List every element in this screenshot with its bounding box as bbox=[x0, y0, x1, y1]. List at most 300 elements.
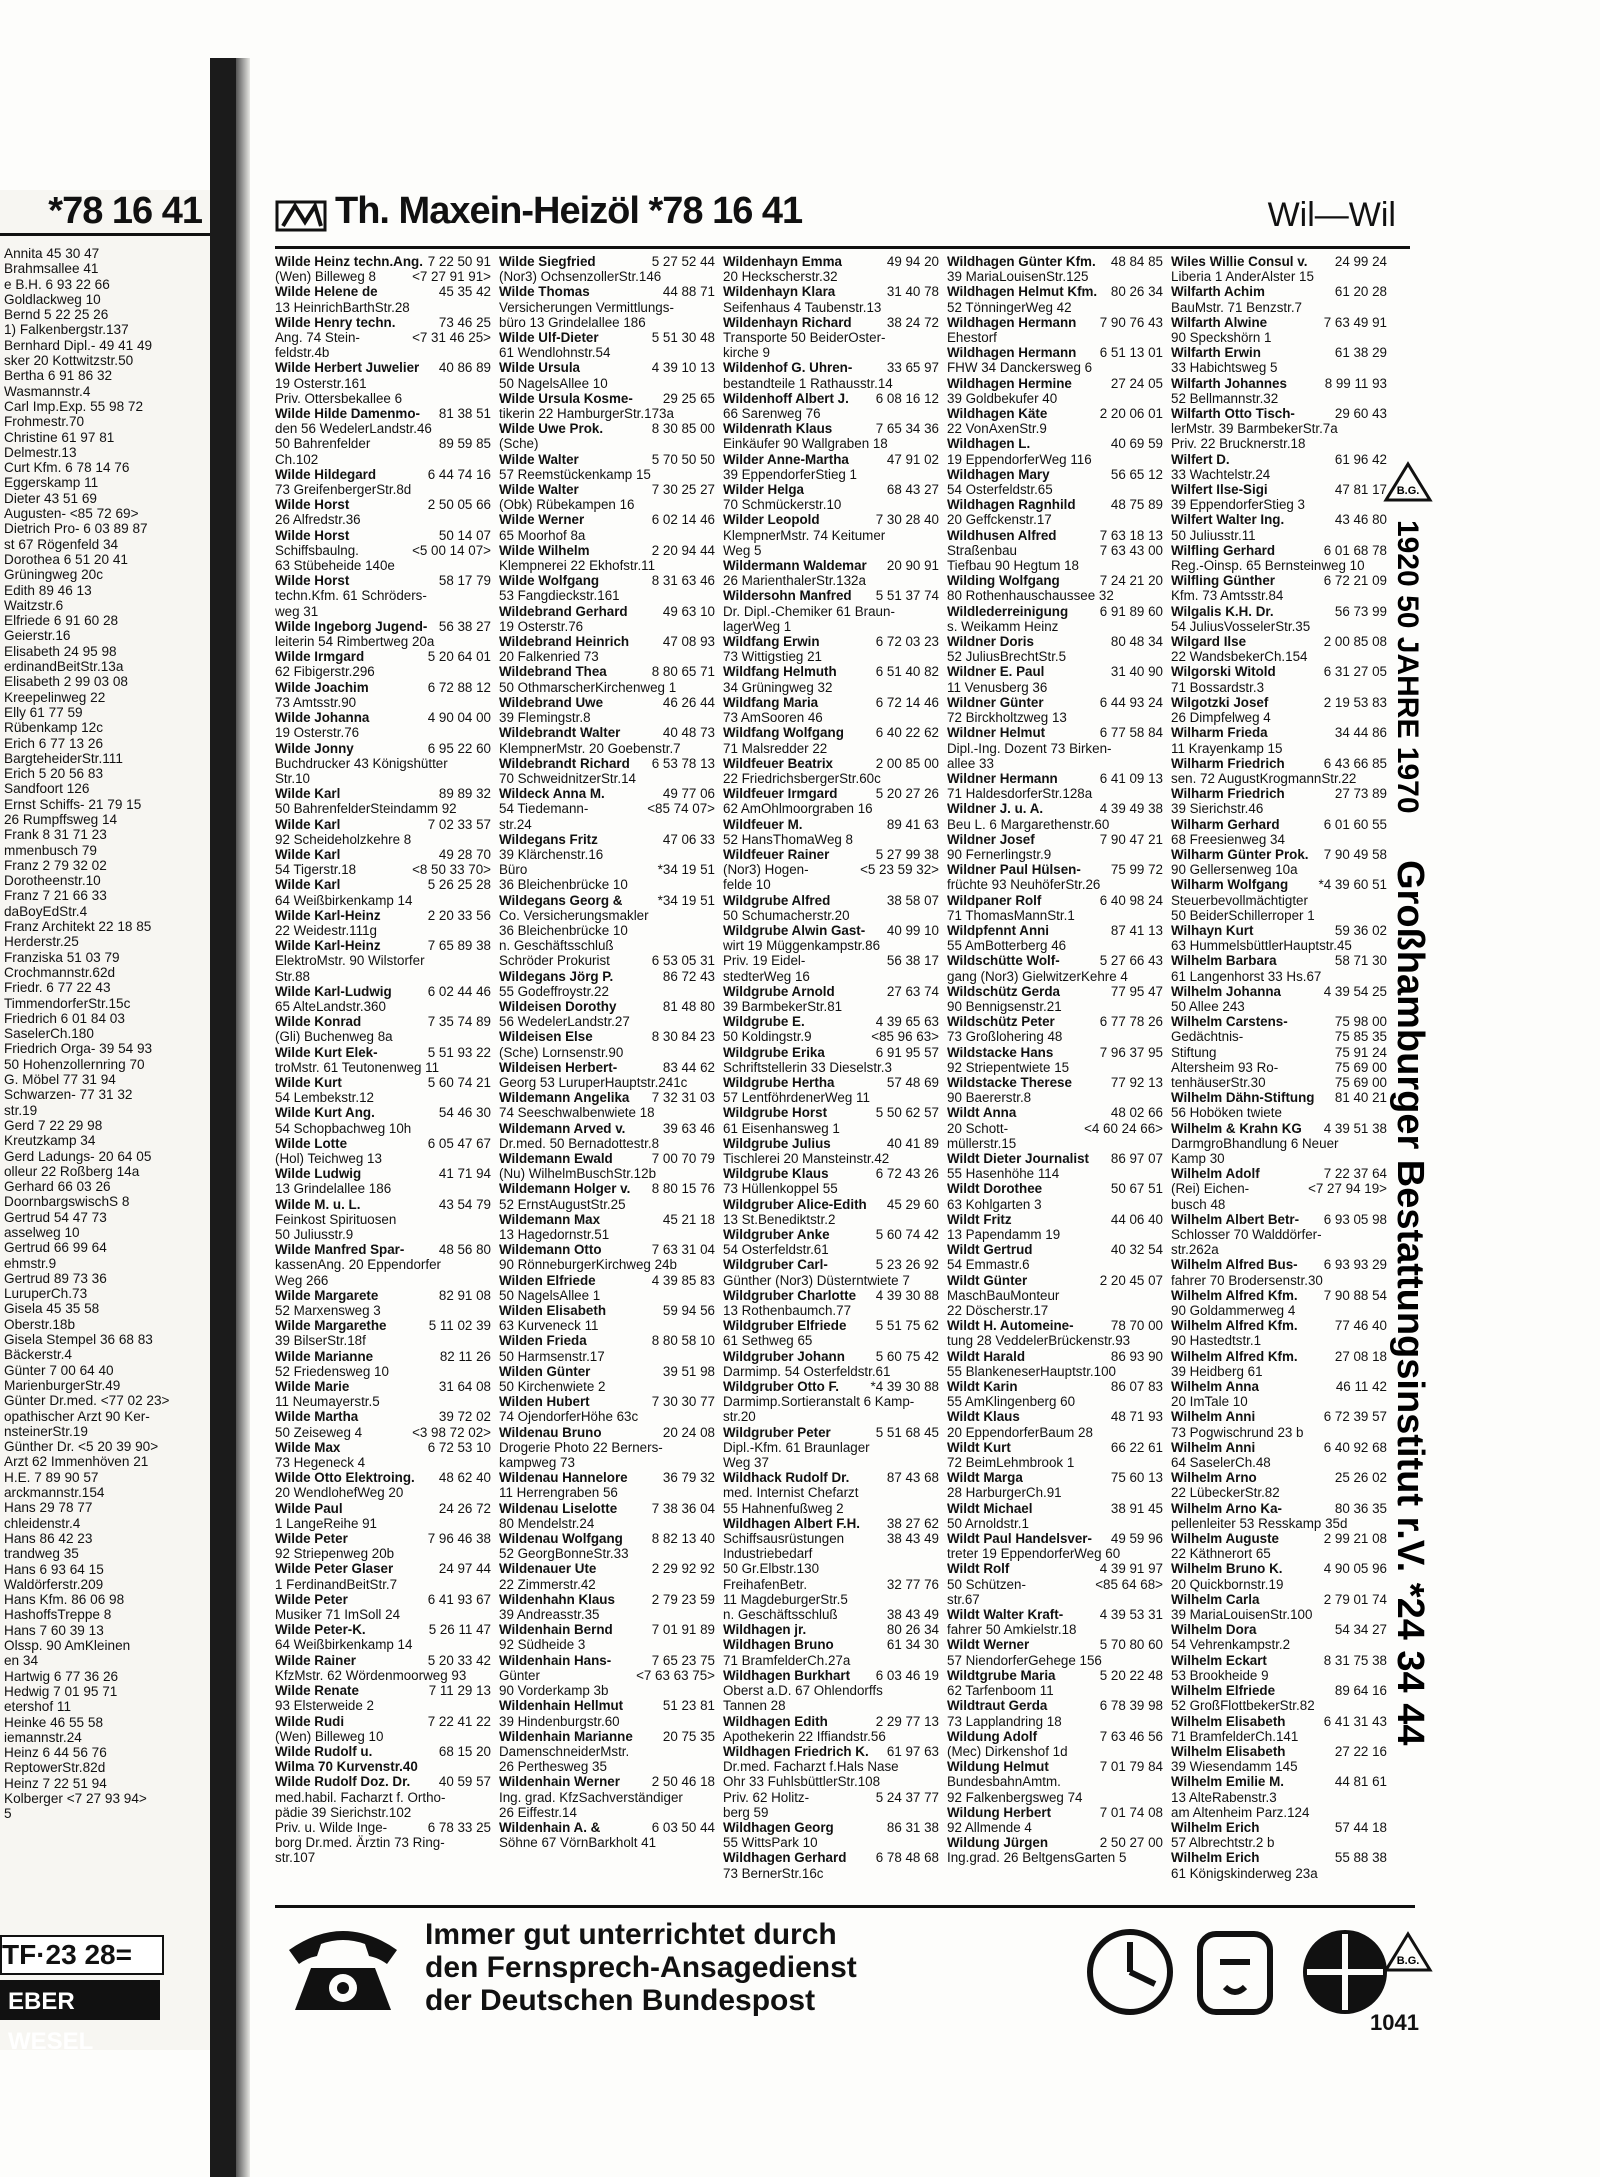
directory-entry bbox=[1171, 1212, 1387, 1227]
entry-text: Wildt Gertrud bbox=[947, 1242, 1033, 1258]
entry-text: 20 ImTale 10 bbox=[1171, 1394, 1248, 1410]
directory-entry bbox=[275, 725, 491, 740]
directory-entry bbox=[499, 512, 715, 527]
entry-phone: 49 59 96 bbox=[1108, 1531, 1163, 1546]
entry-text: Söhne 67 VörnBarkholt 41 bbox=[499, 1835, 657, 1851]
directory-entry bbox=[275, 1151, 491, 1166]
entry-phone: 7 01 91 89 bbox=[649, 1622, 715, 1637]
directory-entry bbox=[947, 1364, 1163, 1379]
directory-entry bbox=[947, 1029, 1163, 1044]
directory-entry bbox=[1171, 1561, 1387, 1576]
entry-phone: 6 08 16 12 bbox=[873, 391, 939, 406]
directory-entry bbox=[947, 1090, 1163, 1105]
directory-entry bbox=[947, 1820, 1163, 1835]
left-listing-line: HashoffsTreppe 8 bbox=[4, 1607, 112, 1623]
directory-entry bbox=[947, 452, 1163, 467]
left-listing-line: Elisabeth 2 99 03 08 bbox=[4, 674, 128, 690]
left-listing-line: Günter Dr.med. <77 02 23> bbox=[4, 1393, 170, 1409]
left-listing-line: Franz 7 21 66 33 bbox=[4, 888, 107, 904]
directory-entry bbox=[1171, 1714, 1387, 1729]
entry-text: büro 13 Grindelallee 186 bbox=[499, 314, 646, 330]
directory-entry bbox=[1171, 908, 1387, 923]
entry-text: 26 Dimpfelweg 4 bbox=[1171, 710, 1271, 726]
directory-entry bbox=[499, 1805, 715, 1820]
directory-entry bbox=[499, 1257, 715, 1272]
left-listing-line: Gerhard 66 03 26 bbox=[4, 1179, 111, 1195]
directory-entry bbox=[275, 1683, 491, 1698]
entry-text: Wildenhain Hans- bbox=[499, 1652, 612, 1668]
directory-entry bbox=[275, 345, 491, 360]
directory-entry bbox=[723, 664, 939, 679]
directory-entry bbox=[947, 664, 1163, 679]
entry-text: felde 10 bbox=[723, 877, 771, 893]
entry-phone: 7 96 46 38 bbox=[425, 1531, 491, 1546]
entry-phone: 6 72 03 23 bbox=[873, 634, 939, 649]
entry-text: 90 Baererstr.8 bbox=[947, 1090, 1032, 1106]
entry-phone: 40 86 89 bbox=[436, 360, 491, 375]
entry-phone: 6 77 58 84 bbox=[1097, 725, 1163, 740]
left-listing-line: Waldörferstr.209 bbox=[4, 1576, 104, 1592]
entry-text: 68 Freesienweg 34 bbox=[1171, 831, 1285, 847]
directory-entry bbox=[723, 1303, 939, 1318]
directory-entry bbox=[723, 1014, 939, 1029]
entry-text: Wilde Helene de bbox=[275, 284, 378, 300]
entry-phone: 4 39 30 88 bbox=[873, 1288, 939, 1303]
left-listing-line: Kreepelinweg 22 bbox=[4, 689, 106, 705]
entry-phone: 27 08 18 bbox=[1332, 1349, 1387, 1364]
entry-text: Klempnerei 22 Ekhofstr.11 bbox=[499, 558, 656, 574]
left-listing-line: Gertrud 54 47 73 bbox=[4, 1209, 107, 1225]
entry-phone: 7 63 43 00 bbox=[1097, 543, 1163, 558]
entry-text: 39 Goldbekufer 40 bbox=[947, 390, 1058, 406]
directory-entry bbox=[275, 999, 491, 1014]
left-listing-line: Hartwig 6 77 36 26 bbox=[4, 1668, 119, 1684]
entry-phone: *34 19 51 bbox=[655, 862, 715, 877]
entry-text: 73 Hüllenkoppel 55 bbox=[723, 1181, 838, 1197]
directory-entry bbox=[723, 1212, 939, 1227]
entry-text: 39 Wiesendamm 145 bbox=[1171, 1759, 1298, 1775]
entry-text: Wilma 70 Kurvenstr.40 bbox=[275, 1759, 418, 1775]
entry-text: 66 Sarenweg 76 bbox=[723, 406, 821, 422]
entry-text: 54 Osterfeldstr.61 bbox=[723, 1242, 829, 1258]
entry-text: Wildgruber Elfriede bbox=[723, 1318, 847, 1334]
entry-phone: 40 59 57 bbox=[436, 1774, 491, 1789]
directory-entry bbox=[275, 543, 491, 558]
entry-phone: 50 14 07 bbox=[436, 528, 491, 543]
entry-text: Wilfarth Erwin bbox=[1171, 345, 1261, 361]
entry-text: 55 AmBotterberg 46 bbox=[947, 938, 1067, 954]
entry-text: Wildner E. Paul bbox=[947, 664, 1045, 680]
left-listing-line: Annita 45 30 47 bbox=[4, 246, 100, 261]
directory-entry bbox=[723, 741, 939, 756]
directory-entry bbox=[499, 847, 715, 862]
spine-shadow bbox=[236, 58, 250, 2177]
directory-entry bbox=[723, 1349, 939, 1364]
directory-entry bbox=[499, 360, 715, 375]
left-page bbox=[0, 190, 212, 2055]
entry-text: 39 Sierichstr.46 bbox=[1171, 801, 1264, 817]
entry-text: Wildstacke Hans bbox=[947, 1044, 1054, 1060]
directory-entry bbox=[947, 1273, 1163, 1288]
directory-entry bbox=[1171, 1014, 1387, 1029]
directory-entry bbox=[275, 786, 491, 801]
left-listing-line: Edith 89 46 13 bbox=[4, 582, 92, 598]
directory-entry bbox=[275, 984, 491, 999]
directory-entry bbox=[275, 1622, 491, 1637]
entry-text: (Sche) Lornsenstr.90 bbox=[499, 1044, 624, 1060]
directory-entry bbox=[499, 1729, 715, 1744]
entry-phone: <7 27 91 91> bbox=[409, 269, 491, 284]
entry-text: 57 NiendorferGehege 156 bbox=[947, 1652, 1102, 1668]
directory-entry bbox=[1171, 1029, 1387, 1044]
directory-entry bbox=[947, 1485, 1163, 1500]
directory-entry bbox=[947, 573, 1163, 588]
entry-text: Wilde Karl-Heinz bbox=[275, 907, 381, 923]
directory-entry bbox=[1171, 817, 1387, 832]
entry-text: 56 WedelerLandstr.27 bbox=[499, 1014, 630, 1030]
entry-phone: 39 51 98 bbox=[660, 1364, 715, 1379]
entry-phone: 41 71 94 bbox=[436, 1166, 491, 1181]
directory-entry bbox=[723, 1288, 939, 1303]
directory-entry bbox=[723, 1227, 939, 1242]
directory-entry bbox=[947, 360, 1163, 375]
entry-text: Wilhelm Alfred Kfm. bbox=[1171, 1318, 1298, 1334]
directory-entry bbox=[1171, 664, 1387, 679]
entry-phone: 4 39 53 31 bbox=[1097, 1607, 1163, 1622]
entry-phone: 5 26 11 47 bbox=[426, 1622, 491, 1637]
left-listing-line: Hans 86 42 23 bbox=[4, 1530, 93, 1546]
entry-phone: 80 48 34 bbox=[1108, 634, 1163, 649]
entry-text: busch 48 bbox=[1171, 1196, 1226, 1212]
left-listing-line: Hans 7 60 39 13 bbox=[4, 1622, 104, 1638]
directory-entry bbox=[947, 1668, 1163, 1683]
directory-entry bbox=[275, 497, 491, 512]
directory-entry bbox=[275, 969, 491, 984]
entry-text: 39 MariaLouisenStr.100 bbox=[1171, 1607, 1313, 1623]
entry-text: Wildenau Hannelore bbox=[499, 1470, 628, 1486]
directory-entry bbox=[1171, 284, 1387, 299]
directory-entry bbox=[723, 1060, 939, 1075]
entry-text: 33 Habichtsweg 5 bbox=[1171, 360, 1278, 376]
directory-entry bbox=[499, 786, 715, 801]
entry-text: DamenschneiderMstr. bbox=[499, 1743, 630, 1759]
entry-text: 13 Grindelallee 186 bbox=[275, 1181, 392, 1197]
entry-text: (Nor3) OchsenzollerStr.146 bbox=[499, 269, 662, 285]
entry-phone: 68 15 20 bbox=[436, 1744, 491, 1759]
directory-entry bbox=[947, 604, 1163, 619]
directory-entry bbox=[723, 1029, 939, 1044]
entry-text: Wilhelm Anni bbox=[1171, 1439, 1256, 1455]
page-number: 1041 bbox=[1370, 2010, 1419, 2035]
directory-entry bbox=[275, 1805, 491, 1820]
entry-phone: <8 50 33 70> bbox=[409, 862, 491, 877]
entry-text: 39 EppendorferStieg 3 bbox=[1171, 497, 1306, 513]
entry-phone: 6 93 93 29 bbox=[1321, 1257, 1387, 1272]
entry-text: Wildgrube Hertha bbox=[723, 1074, 835, 1090]
directory-entry bbox=[499, 573, 715, 588]
directory-entry bbox=[499, 1075, 715, 1090]
directory-entry bbox=[947, 588, 1163, 603]
directory-entry bbox=[947, 1850, 1163, 1865]
entry-text: Wilde Walter bbox=[499, 451, 579, 467]
directory-entry bbox=[275, 953, 491, 968]
directory-entry bbox=[1171, 1364, 1387, 1379]
directory-entry bbox=[275, 391, 491, 406]
entry-phone: 7 22 50 91 bbox=[425, 254, 491, 269]
directory-entry bbox=[723, 1729, 939, 1744]
entry-phone: 6 51 40 82 bbox=[873, 664, 939, 679]
entry-text: Wildt H. Automeine- bbox=[947, 1318, 1074, 1334]
entry-text: 90 Speckshörn 1 bbox=[1171, 330, 1272, 346]
entry-text: Wildgrube Julius bbox=[723, 1135, 831, 1151]
entry-phone: 47 08 93 bbox=[660, 634, 715, 649]
directory-entry bbox=[275, 1303, 491, 1318]
directory-entry bbox=[723, 482, 939, 497]
directory-entry bbox=[499, 832, 715, 847]
directory-entry bbox=[723, 695, 939, 710]
entry-text: s. Weikamm Heinz bbox=[947, 618, 1059, 634]
directory-entry bbox=[275, 300, 491, 315]
left-listing-line: asselweg 10 bbox=[4, 1225, 80, 1240]
directory-entry bbox=[1171, 1166, 1387, 1181]
entry-text: n. Geschäftsschluß bbox=[723, 1607, 838, 1623]
entry-phone: 6 78 33 25 bbox=[425, 1820, 491, 1835]
ad-line-1: Immer gut unterrichtet durch bbox=[425, 1918, 837, 1951]
entry-phone: 2 20 94 44 bbox=[649, 543, 715, 558]
directory-entry bbox=[499, 1136, 715, 1151]
entry-text: 57 Albrechtstr.2 b bbox=[1171, 1835, 1275, 1851]
entry-text: Wilde Karl bbox=[275, 877, 341, 893]
entry-phone: 6 91 95 57 bbox=[873, 1045, 939, 1060]
entry-phone: 61 96 42 bbox=[1332, 452, 1387, 467]
entry-text: 63 Kurveneck 11 bbox=[499, 1318, 599, 1334]
entry-phone: <85 64 68> bbox=[1092, 1577, 1163, 1592]
entry-text: Wildgruber Carl- bbox=[723, 1257, 828, 1273]
directory-entry bbox=[947, 300, 1163, 315]
directory-entry bbox=[499, 269, 715, 284]
directory-entry bbox=[1171, 1592, 1387, 1607]
entry-phone: *4 39 60 51 bbox=[1315, 877, 1387, 892]
directory-entry bbox=[499, 710, 715, 725]
directory-entry bbox=[1171, 1835, 1387, 1850]
directory-entry bbox=[947, 1637, 1163, 1652]
directory-entry bbox=[499, 801, 715, 816]
directory-entry bbox=[723, 786, 939, 801]
directory-entry bbox=[947, 1060, 1163, 1075]
entry-text: Wildung Jürgen bbox=[947, 1835, 1049, 1851]
entry-text: 64 SaselerCh.48 bbox=[1171, 1455, 1271, 1471]
entry-text: Wildhagen L. bbox=[947, 436, 1031, 452]
directory-entry bbox=[723, 391, 939, 406]
directory-entry bbox=[275, 528, 491, 543]
entry-phone: 25 26 02 bbox=[1332, 1470, 1387, 1485]
directory-entry bbox=[499, 1744, 715, 1759]
entry-phone: 31 40 90 bbox=[1108, 664, 1163, 679]
directory-entry bbox=[499, 1318, 715, 1333]
entry-text: Wilde Kurt bbox=[275, 1074, 342, 1090]
directory-entry bbox=[723, 1318, 939, 1333]
entry-text: Wilde Horst bbox=[275, 527, 350, 543]
left-listing-line: Kolberger <7 27 93 94> bbox=[4, 1790, 147, 1806]
entry-text: Wilfert Walter Ing. bbox=[1171, 512, 1285, 528]
entry-phone: 2 20 33 56 bbox=[425, 908, 491, 923]
left-listing-line: Hedwig 7 01 95 71 bbox=[4, 1683, 118, 1699]
entry-phone: 40 69 59 bbox=[1108, 436, 1163, 451]
directory-entry bbox=[275, 1409, 491, 1424]
entry-text: Wildegans Fritz bbox=[499, 831, 598, 847]
directory-entry bbox=[723, 558, 939, 573]
entry-phone: 73 46 25 bbox=[436, 315, 491, 330]
directory-entry bbox=[499, 330, 715, 345]
left-listing-line: Elisabeth 24 95 98 bbox=[4, 643, 117, 659]
entry-text: Wildgrube Arnold bbox=[723, 983, 835, 999]
directory-entry bbox=[947, 984, 1163, 999]
left-listing-line: Elfriede 6 91 60 28 bbox=[4, 613, 119, 629]
directory-entry bbox=[1171, 1637, 1387, 1652]
entry-phone: 57 44 18 bbox=[1332, 1820, 1387, 1835]
directory-entry bbox=[499, 421, 715, 436]
entry-text: Wilhelm Eckart bbox=[1171, 1652, 1267, 1668]
directory-entry bbox=[499, 1790, 715, 1805]
directory-entry bbox=[947, 1744, 1163, 1759]
entry-text: Wildenhahn Klaus bbox=[499, 1591, 615, 1607]
directory-entry bbox=[499, 1470, 715, 1485]
directory-entry bbox=[275, 1394, 491, 1409]
entry-text: Wildner Helmut bbox=[947, 725, 1046, 741]
directory-entry bbox=[499, 969, 715, 984]
entry-text: Wildemann Otto bbox=[499, 1242, 602, 1258]
directory-entry bbox=[947, 1075, 1163, 1090]
entry-phone: 75 69 00 bbox=[1332, 1075, 1387, 1090]
entry-text: 52 HansThomaWeg 8 bbox=[723, 831, 854, 847]
entry-phone: 2 79 23 59 bbox=[649, 1592, 715, 1607]
directory-entry bbox=[499, 938, 715, 953]
entry-text: Musiker 71 ImSoll 24 bbox=[275, 1607, 401, 1623]
entry-text: 90 Hastedtstr.1 bbox=[1171, 1333, 1262, 1349]
entry-text: Versicherungen Vermittlungs- bbox=[499, 299, 674, 315]
entry-text: Wildner Doris bbox=[947, 634, 1034, 650]
left-listing-line: Sandfoort 126 bbox=[4, 781, 90, 797]
entry-text: 22 VonAxenStr.9 bbox=[947, 421, 1047, 437]
entry-phone: 48 62 40 bbox=[436, 1470, 491, 1485]
entry-text: Wilden Elisabeth bbox=[499, 1303, 607, 1319]
left-listing-line: nsteinerStr.19 bbox=[4, 1423, 88, 1439]
entry-text: Ch.102 bbox=[275, 451, 319, 467]
entry-text: Wildfang Helmuth bbox=[723, 664, 837, 680]
left-listing-line: opathischer Arzt 90 Ker- bbox=[4, 1408, 150, 1424]
entry-text: Wilharm Günter Prok. bbox=[1171, 846, 1309, 862]
left-listing-line: Kreutzkamp 34 bbox=[4, 1133, 96, 1149]
directory-entry bbox=[499, 1455, 715, 1470]
svg-text:B.G.: B.G. bbox=[1396, 485, 1420, 497]
directory-entry bbox=[499, 680, 715, 695]
entry-text: Wiles Willie Consul v. bbox=[1171, 254, 1308, 269]
entry-phone: 20 75 35 bbox=[660, 1729, 715, 1744]
entry-text: Wildhagen Georg bbox=[723, 1819, 834, 1835]
entry-text: 73 GreifenbergerStr.8d bbox=[275, 482, 412, 498]
directory-entry bbox=[1171, 604, 1387, 619]
entry-text: Wildgruber Peter bbox=[723, 1424, 831, 1440]
directory-entry bbox=[947, 1394, 1163, 1409]
entry-text: Wildenhain A. & bbox=[499, 1819, 601, 1835]
directory-entry bbox=[1171, 300, 1387, 315]
directory-entry bbox=[499, 1774, 715, 1789]
directory-entry bbox=[723, 1425, 939, 1440]
entry-text: Wildhagen Albert F.H. bbox=[723, 1515, 861, 1531]
directory-entry bbox=[1171, 1242, 1387, 1257]
entry-text: 52 GroßFlottbekerStr.82 bbox=[1171, 1698, 1315, 1714]
entry-text: Wildebrand Gerhard bbox=[499, 603, 628, 619]
directory-entry bbox=[499, 1394, 715, 1409]
entry-text: 54 Osterfeldstr.65 bbox=[947, 482, 1053, 498]
entry-text: 71 BramfelderCh.27a bbox=[723, 1652, 851, 1668]
left-listing-line: Waitzstr.6 bbox=[4, 597, 64, 613]
directory-entry bbox=[947, 1805, 1163, 1820]
entry-text: Wildt Günter bbox=[947, 1272, 1028, 1288]
directory-entry bbox=[947, 497, 1163, 512]
directory-entry bbox=[499, 391, 715, 406]
entry-text: 22 Döscherstr.17 bbox=[947, 1303, 1049, 1319]
entry-phone: 8 80 15 76 bbox=[649, 1181, 715, 1196]
directory-entry bbox=[947, 1379, 1163, 1394]
left-listing-line: Frank 8 31 71 23 bbox=[4, 827, 107, 843]
directory-entry bbox=[499, 1151, 715, 1166]
entry-text: Wildhagen Gerhard bbox=[723, 1850, 847, 1866]
entry-text: 1 FerdinandBeitStr.7 bbox=[275, 1576, 398, 1592]
left-listing-line: H.E. 7 89 90 57 bbox=[4, 1469, 99, 1485]
left-listing-line: 26 Rumpffsweg 14 bbox=[4, 811, 118, 827]
entry-phone: 5 70 50 50 bbox=[649, 452, 715, 467]
entry-text: Wilde Hildegard bbox=[275, 466, 377, 482]
directory-entry bbox=[1171, 923, 1387, 938]
directory-entry bbox=[1171, 1257, 1387, 1272]
entry-text: kirche 9 bbox=[723, 345, 770, 361]
entry-phone: 5 24 37 77 bbox=[873, 1790, 939, 1805]
entry-text: 22 WandsbekerCh.154 bbox=[1171, 649, 1308, 665]
directory-entry bbox=[275, 421, 491, 436]
directory-entry bbox=[723, 908, 939, 923]
directory-entry bbox=[499, 1653, 715, 1668]
directory-entry bbox=[1171, 1653, 1387, 1668]
directory-entry bbox=[1171, 680, 1387, 695]
directory-entry bbox=[723, 1379, 939, 1394]
directory-entry bbox=[499, 1561, 715, 1576]
entry-phone: 86 31 38 bbox=[884, 1820, 939, 1835]
directory-entry bbox=[723, 452, 939, 467]
directory-entry bbox=[947, 999, 1163, 1014]
left-listing-line: ReptowerStr.82d bbox=[4, 1760, 106, 1776]
entry-text: Wildgrube Horst bbox=[723, 1105, 828, 1121]
entry-phone: 6 41 09 13 bbox=[1097, 771, 1163, 786]
entry-phone: 61 20 28 bbox=[1332, 284, 1387, 299]
entry-text: 36 Bleichenbrücke 10 bbox=[499, 922, 628, 938]
directory-entry bbox=[499, 893, 715, 908]
directory-entry bbox=[1171, 1349, 1387, 1364]
directory-entry bbox=[499, 1622, 715, 1637]
entry-text: 13 Papendamm 19 bbox=[947, 1227, 1061, 1242]
entry-text: Wilgalis K.H. Dr. bbox=[1171, 603, 1274, 619]
directory-entry bbox=[947, 1653, 1163, 1668]
entry-phone: 58 17 79 bbox=[436, 573, 491, 588]
directory-entry bbox=[1171, 847, 1387, 862]
directory-entry bbox=[275, 695, 491, 710]
entry-text: Ohr 33 FuhlsbüttlerStr.108 bbox=[723, 1774, 881, 1790]
entry-phone: 24 26 72 bbox=[436, 1501, 491, 1516]
entry-text: Wildt Kurt bbox=[947, 1439, 1011, 1455]
directory-entry bbox=[723, 877, 939, 892]
entry-text: 61 Eisenhansweg 1 bbox=[723, 1120, 840, 1136]
left-listing-line: Rübenkamp 12c bbox=[4, 720, 103, 736]
